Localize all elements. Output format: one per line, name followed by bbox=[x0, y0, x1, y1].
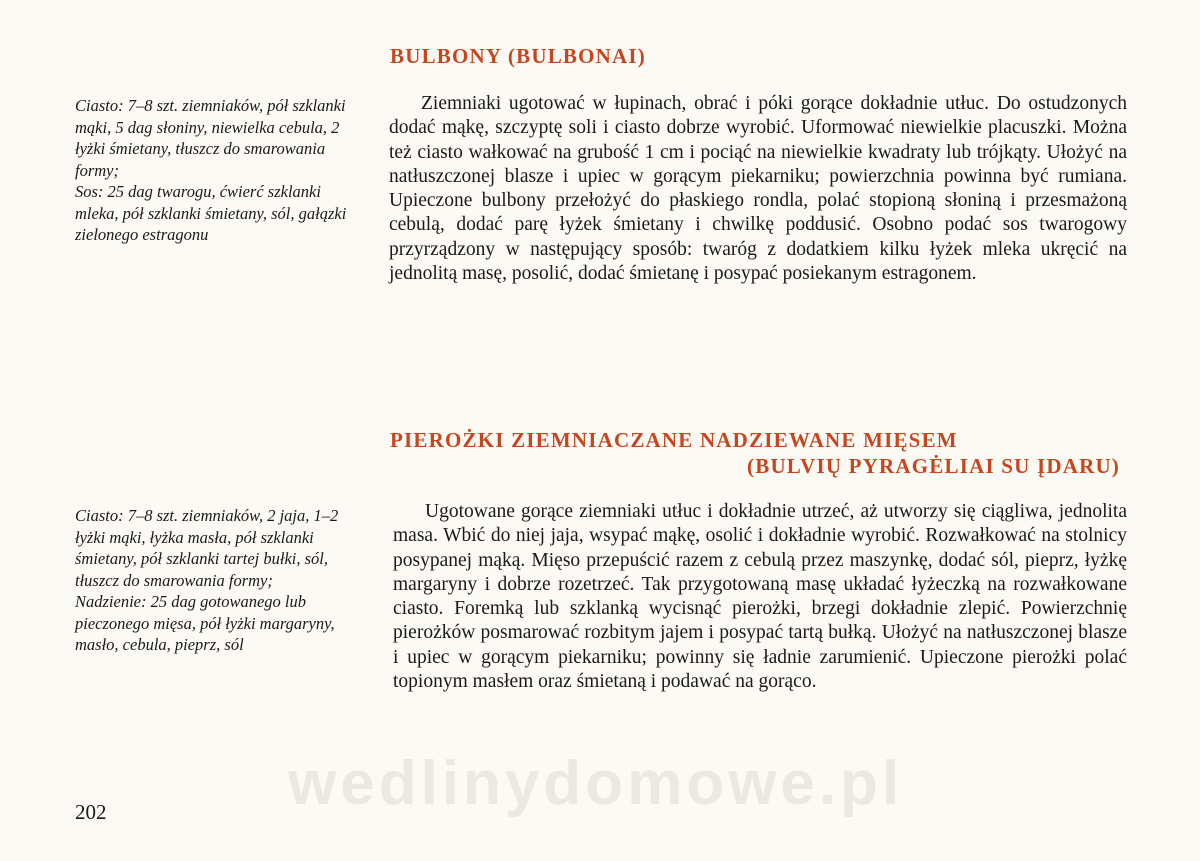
recipe-title-pierozki: PIEROŻKI ZIEMNIACZANE NADZIEWANE MIĘSEM bbox=[390, 428, 958, 452]
instructions-bulbony: Ziemniaki ugotować w łupinach, obrać i póki gorące dokładnie utłuc. Do ostudzonych dodać mąkę, szczyptę soli i ciasto dobrze wyrobić. Uformować niewielkie placuszki. Można też ciasto wałkować na grubość 1 cm i pociąć na niewielkie kwadraty lub trójkąty. Ułożyć na natłuszczonej blasze i upiec w gorącym piekarniku; powierzchnia powinna być rumiana. Upieczone bulbony przełożyć do płaskiego rondla, polać stopioną słoniną i przesmażoną cebulą, dodać parę łyżek śmietany i chwilkę poddusić. Osobno podać sos twarogowy przyrządzony w następujący sposób: twaróg z dodatkiem kilku łyżek mleka ukręcić na jednolitą masę, posolić, dodać śmietanę i posypać posiekanym estragonem. bbox=[389, 93, 1127, 285]
instructions-pierozki: Ugotowane gorące ziemniaki utłuc i dokładnie utrzeć, aż utworzy się ciągliwa, jednolita masa. Wbić do niej jaja, wsypać mąkę, osolić i dokładnie wyrobić. Rozwałkować na stolnicy posypanej mąką. Mięso przepuścić razem z cebulą przez maszynkę, dodać sól, pieprz, łyżkę margaryny i dobrze rozetrzeć. Tak przygotowaną masę układać łyżeczką na rozwałkowane ciasto. Foremką lub szklanką wycisnąć pierożki, brzegi dokładnie zlepić. Powierzchnię pierożków posmarować rozbitym jajem i posypać tartą bułką. Ułożyć na natłuszczonej blasze i upiec w gorącym piekarniku; powinny się ładnie zarumienić. Upieczone pierożki polać topionym masłem oraz śmietaną i podawać na gorąco. bbox=[393, 501, 1127, 693]
recipe-title-bulbony: BULBONY (BULBONAI) bbox=[390, 44, 646, 68]
ingredients-sauce: Sos: 25 dag twarogu, ćwierć szklanki mleka, pół szklanki śmietany, sól, gałązki zielonego estragonu bbox=[75, 182, 347, 244]
page-number: 202 bbox=[75, 800, 107, 824]
ingredients-bulbony bbox=[75, 95, 365, 246]
ingredients-dough: Ciasto: 7–8 szt. ziemniaków, 2 jaja, 1–2 łyżki mąki, łyżka masła, pół szklanki śmietany, pół szklanki tartej bułki, sól, tłuszcz do smarowania formy; bbox=[75, 506, 339, 590]
watermark: wedlinydomowe.pl bbox=[288, 749, 904, 818]
ingredients-filling: Nadzienie: 25 dag gotowanego lub pieczonego mięsa, pół łyżki margaryny, masło, cebula, pieprz, sól bbox=[75, 592, 335, 654]
ingredients-pierozki bbox=[75, 505, 365, 656]
ingredients-dough: Ciasto: 7–8 szt. ziemniaków, pół szklanki mąki, 5 dag słoniny, niewielka cebula, 2 łyżki śmietany, tłuszcz do smarowania formy; bbox=[75, 96, 346, 180]
recipe-subtitle-pierozki: (BULVIŲ PYRAGĖLIAI SU ĮDARU) bbox=[747, 454, 1120, 478]
